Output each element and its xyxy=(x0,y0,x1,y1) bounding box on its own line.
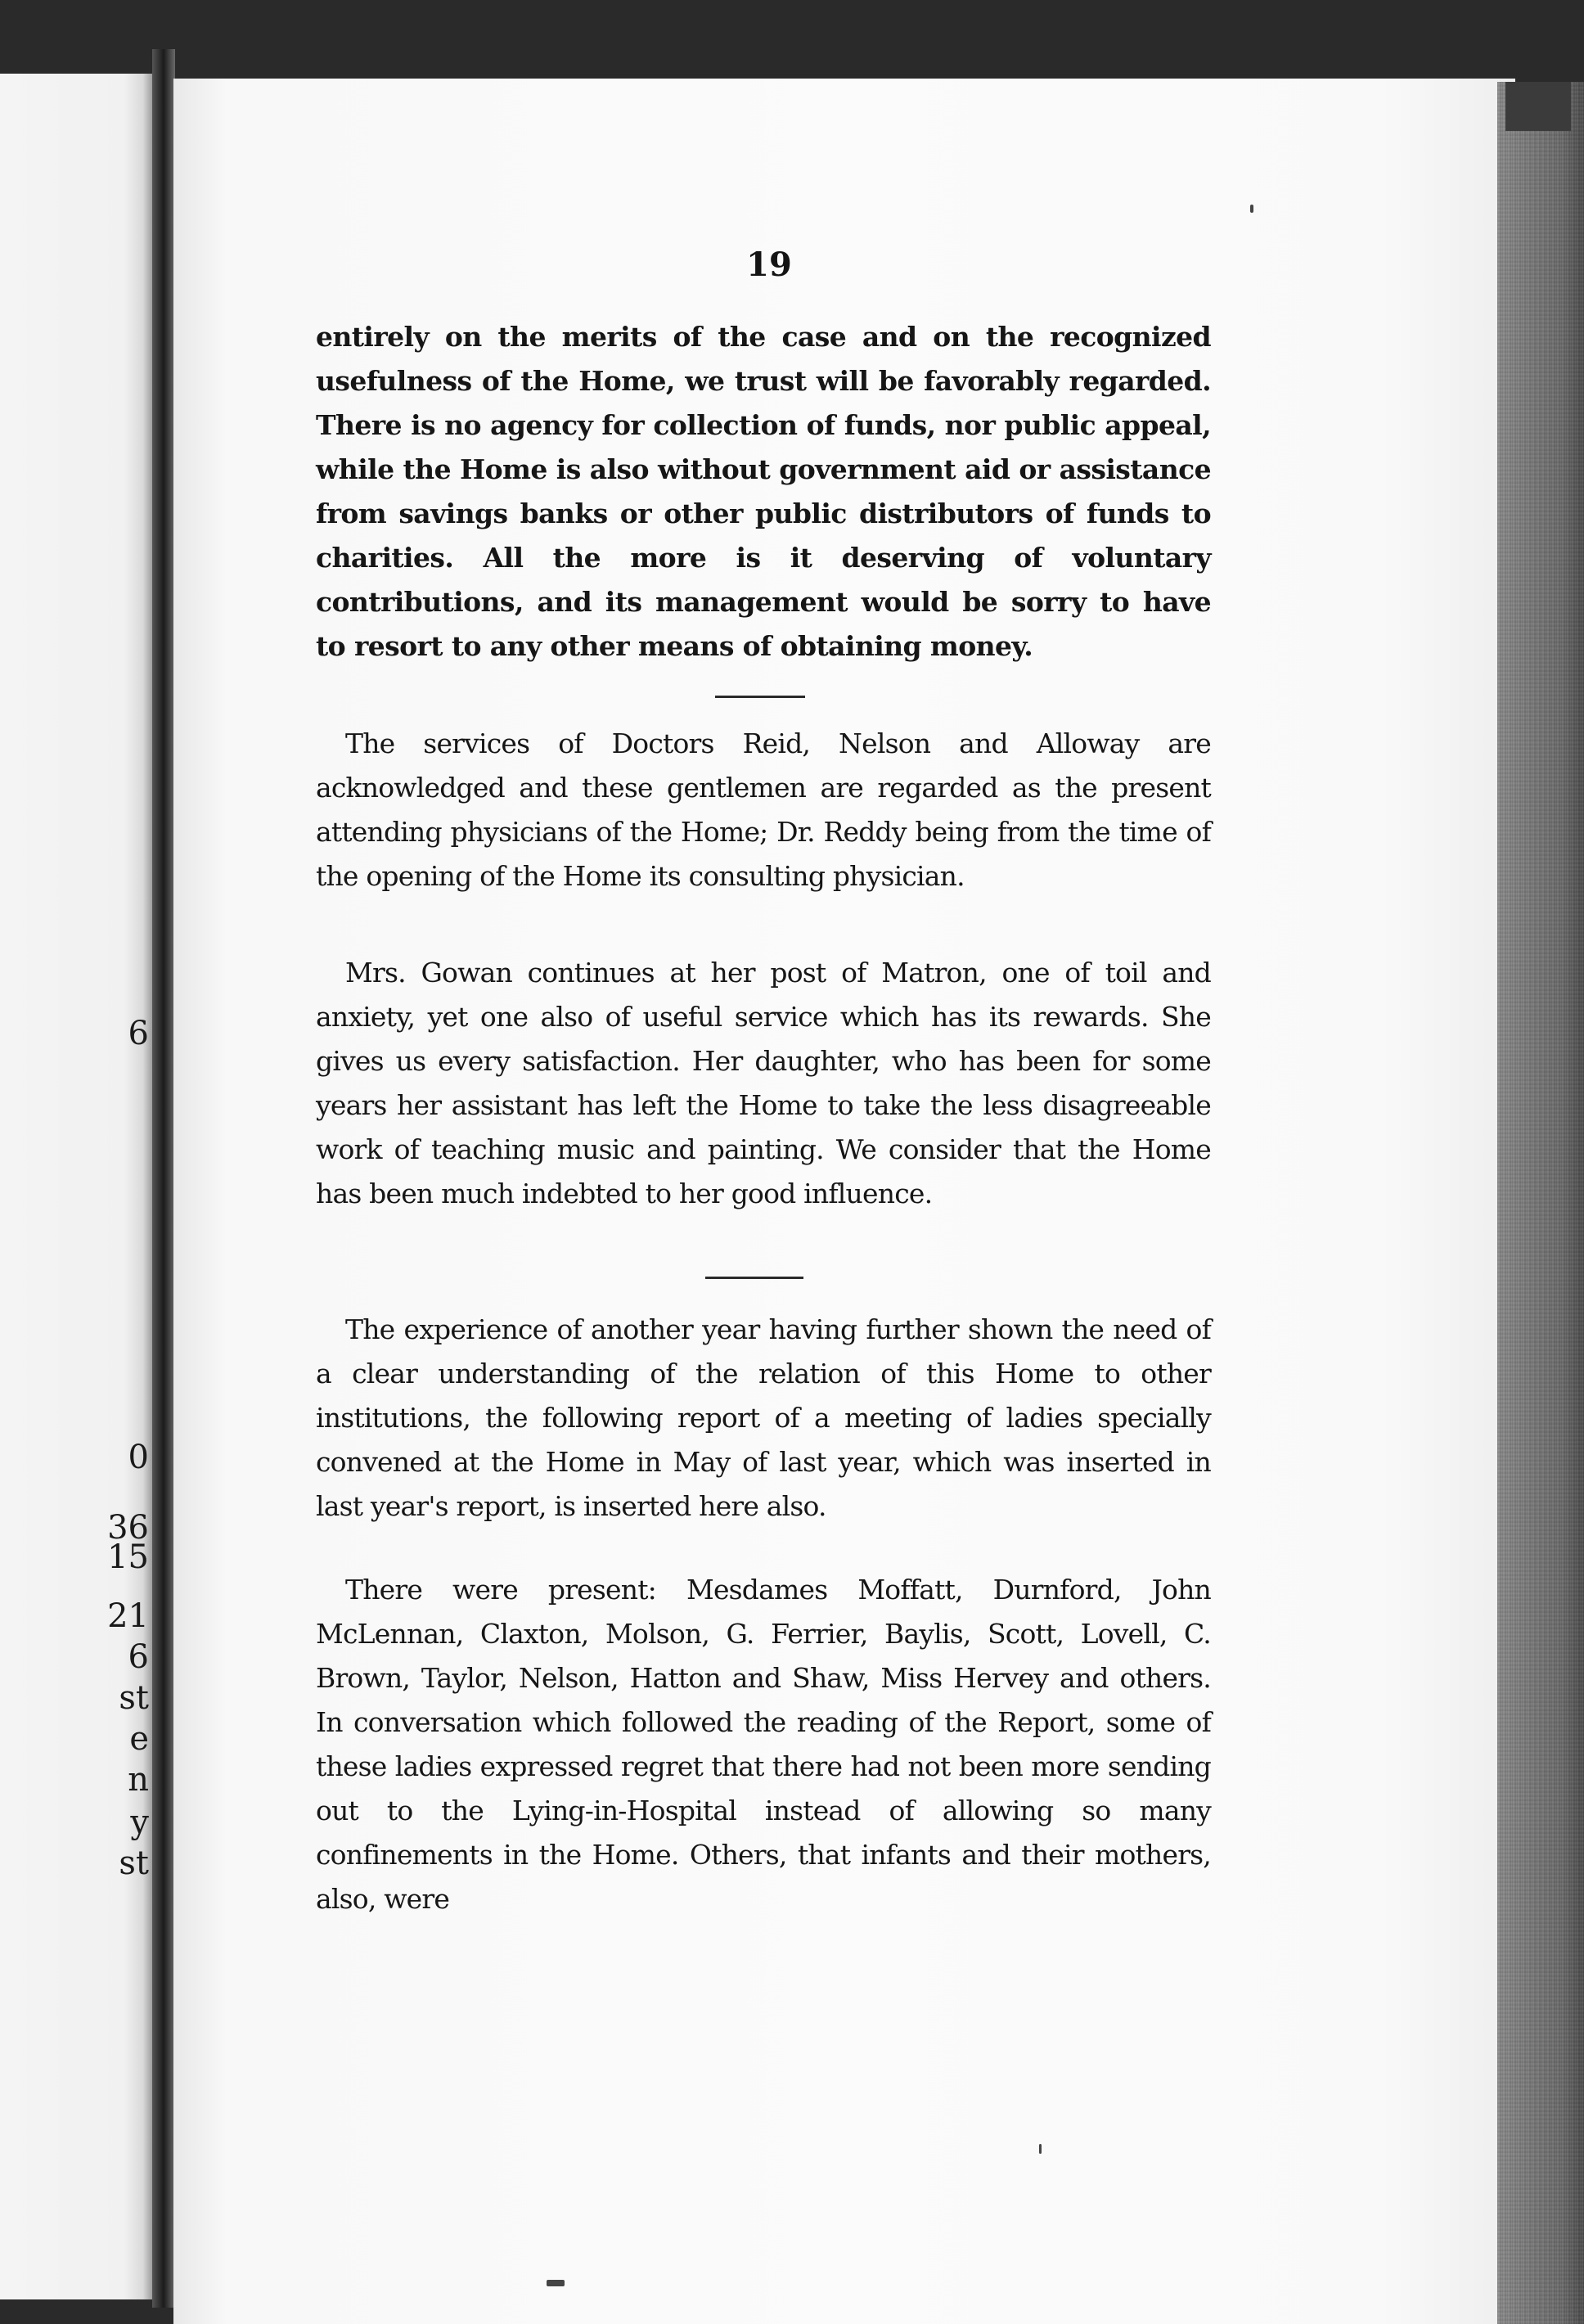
paragraph-relation-to-institutions: The experience of another year having further shown the need of a clear understanding of the relation of this Home to other institutions, the following report of a meeting of ladies specially convened at the Home in May of last year, which was inserted in last year's report, is inserted here also. xyxy=(316,1313,1211,1522)
scan-speck xyxy=(1039,2144,1042,2154)
section-divider xyxy=(705,1277,803,1279)
left-page-fragment: 6 xyxy=(128,1638,149,1676)
scan-speck xyxy=(547,2280,565,2286)
left-page-fragment: 6 xyxy=(128,1015,149,1052)
section-divider xyxy=(715,696,805,698)
book-fore-edge xyxy=(1497,82,1584,2324)
book-edge-corner xyxy=(1505,82,1571,131)
left-page-fragment: y xyxy=(130,1804,149,1841)
left-page-fragment: 15 xyxy=(107,1538,149,1576)
left-page-fragment: n xyxy=(128,1761,149,1799)
scan-speck xyxy=(1250,205,1253,213)
paragraph-meeting-attendees: There were present: Mesdames Moffatt, Durnford, John McLennan, Claxton, Molson, G. Ferrier, Baylis, Scott, Lovell, C. Brown, Taylor, Nelson, Hatton and Shaw, Miss Hervey and others. In conversation which followed the reading of the Report, some of these ladies expressed regret that there had not been more sending out to the Lying-in-Hospital instead of allowing so many confinements in the Home. Others, that infants and their mothers, also, were xyxy=(316,1574,1211,1915)
left-page-fragment: 36 xyxy=(107,1509,149,1547)
left-page-fragment: 21 xyxy=(107,1597,149,1635)
left-page-fragment: st xyxy=(119,1679,149,1717)
previous-page-edge xyxy=(0,74,155,2299)
page-number: 19 xyxy=(746,245,792,284)
paragraph-funding: entirely on the merits of the case and on the recognized usefulness of the Home, we trust will be favorably regarded. There is no agency for collection of funds, nor public appeal, while the Home is also without government aid or assistance from savings banks or other public distributors of funds to charities. All the more is it deserving of voluntary contributions, and its management would be sorry to have to resort to any other means of obtaining money. xyxy=(316,321,1211,662)
left-page-fragment: 0 xyxy=(128,1439,149,1476)
paragraph-matron: Mrs. Gowan continues at her post of Matron, one of toil and anxiety, yet one also of useful service which has its rewards. She gives us every satisfaction. Her daughter, who has been for some years her assistant has left the Home to take the less disagreeable work of teaching music and painting. We consider that the Home has been much indebted to her good influence. xyxy=(316,957,1211,1209)
book-gutter-shadow xyxy=(152,49,175,2308)
left-page-fragment: st xyxy=(119,1844,149,1882)
paragraph-physicians: The services of Doctors Reid, Nelson and Alloway are acknowledged and these gentlemen are regarded as the present attending physicians of the Home; Dr. Reddy being from the time of the opening of the Home its consulting physician. xyxy=(316,727,1211,892)
left-page-fragment: e xyxy=(129,1720,149,1758)
